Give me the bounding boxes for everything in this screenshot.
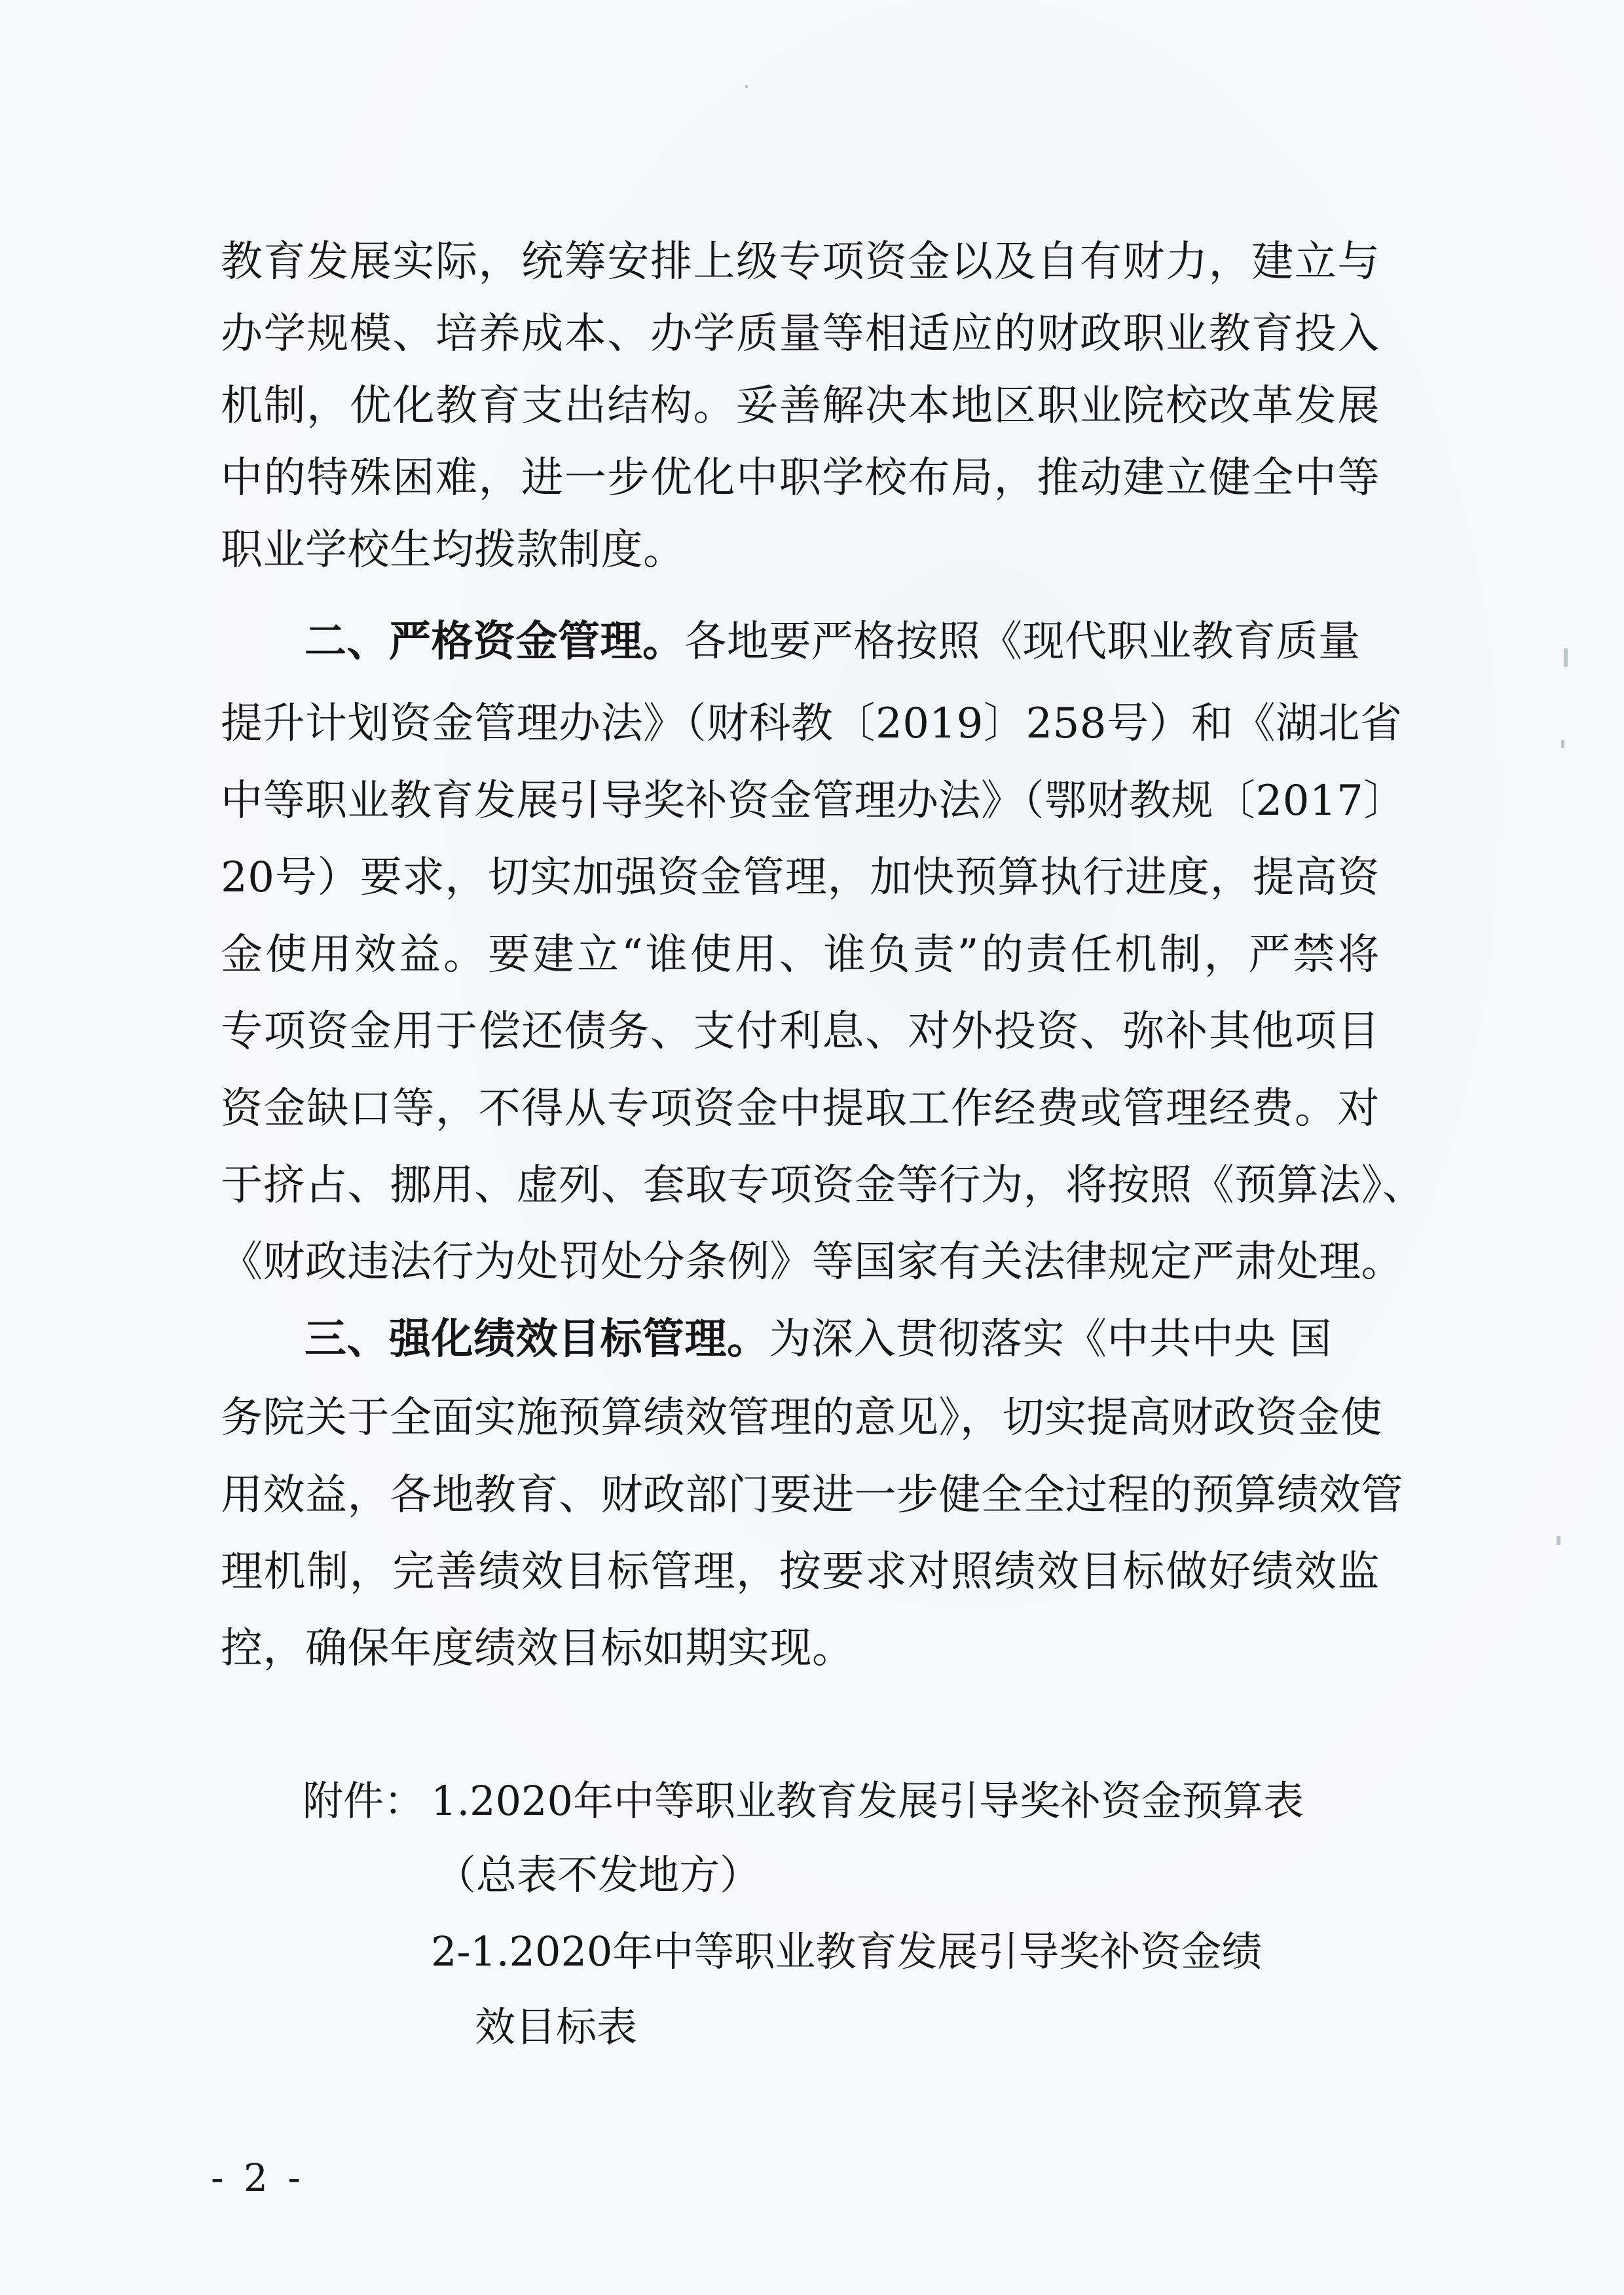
paragraph-line: 专项资金用于偿还债务、支付利息、对外投资、弥补其他项目	[221, 1007, 1380, 1056]
scan-artifact	[1564, 648, 1568, 667]
paragraph-line: 用效益，各地教育、财政部门要进一步健全全过程的预算绩效管	[221, 1471, 1403, 1520]
attachment-item-2-cont: 效目标表	[475, 2003, 638, 2051]
paragraph-line: 金使用效益。要建立“谁使用、谁负责”的责任机制，严禁将	[221, 931, 1380, 979]
paragraph-line: 机制，优化教育支出结构。妥善解决本地区职业院校改革发展	[221, 382, 1380, 430]
scan-artifact	[745, 85, 748, 88]
paragraph-line: 20号）要求，切实加强资金管理，加快预算执行进度，提高资	[221, 853, 1380, 902]
paragraph-line: 中等职业教育发展引导奖补资金管理办法》（鄂财教规〔2017〕	[221, 777, 1406, 825]
paragraph-line: 教育发展实际，统筹安排上级专项资金以及自有财力，建立与	[221, 238, 1380, 286]
paragraph-line: 办学规模、培养成本、办学质量等相适应的财政职业教育投入	[221, 310, 1380, 358]
paragraph-line: 务院关于全面实施预算绩效管理的意见》，切实提高财政资金使	[221, 1394, 1382, 1442]
paragraph-line: 《财政违法行为处罚处分条例》等国家有关法律规定严肃处理。	[221, 1238, 1403, 1286]
section-3-heading: 三、强化绩效目标管理。	[304, 1315, 769, 1364]
paragraph-line: 理机制，完善绩效目标管理，按要求对照绩效目标做好绩效监	[221, 1548, 1380, 1596]
paragraph-line: 提升计划资金管理办法》（财科教〔2019〕258号）和《湖北省	[221, 700, 1403, 748]
paragraph-line: 职业学校生均拨款制度。	[221, 526, 686, 574]
section-3-first-line	[304, 1303, 1380, 1375]
attachment-label: 附件：	[303, 1777, 425, 1825]
scan-artifact	[1557, 1536, 1560, 1545]
page-number: - 2 -	[211, 2155, 304, 2200]
section-2-first-line	[304, 606, 1380, 678]
paragraph-line: 控，确保年度绩效目标如期实现。	[221, 1624, 855, 1673]
paragraph-line: 于挤占、挪用、虚列、套取专项资金等行为，将按照《预算法》、	[221, 1161, 1425, 1210]
section-2-text: 各地要严格按照《现代职业教育质量	[684, 618, 1361, 666]
paragraph-line: 中的特殊困难，进一步优化中职学校布局，推动建立健全中等	[221, 454, 1380, 502]
section-3-text: 为深入贯彻落实《中共中央 国	[769, 1315, 1332, 1364]
scan-artifact	[1561, 740, 1564, 748]
attachment-item-1: 1.2020年中等职业教育发展引导奖补资金预算表	[431, 1777, 1304, 1825]
attachment-item-2: 2-1.2020年中等职业教育发展引导奖补资金绩	[431, 1928, 1263, 1975]
paragraph-line: 资金缺口等，不得从专项资金中提取工作经费或管理经费。对	[221, 1085, 1380, 1133]
attachment-item-1-note: （总表不发地方）	[435, 1851, 761, 1899]
section-2-heading: 二、严格资金管理。	[304, 617, 685, 666]
